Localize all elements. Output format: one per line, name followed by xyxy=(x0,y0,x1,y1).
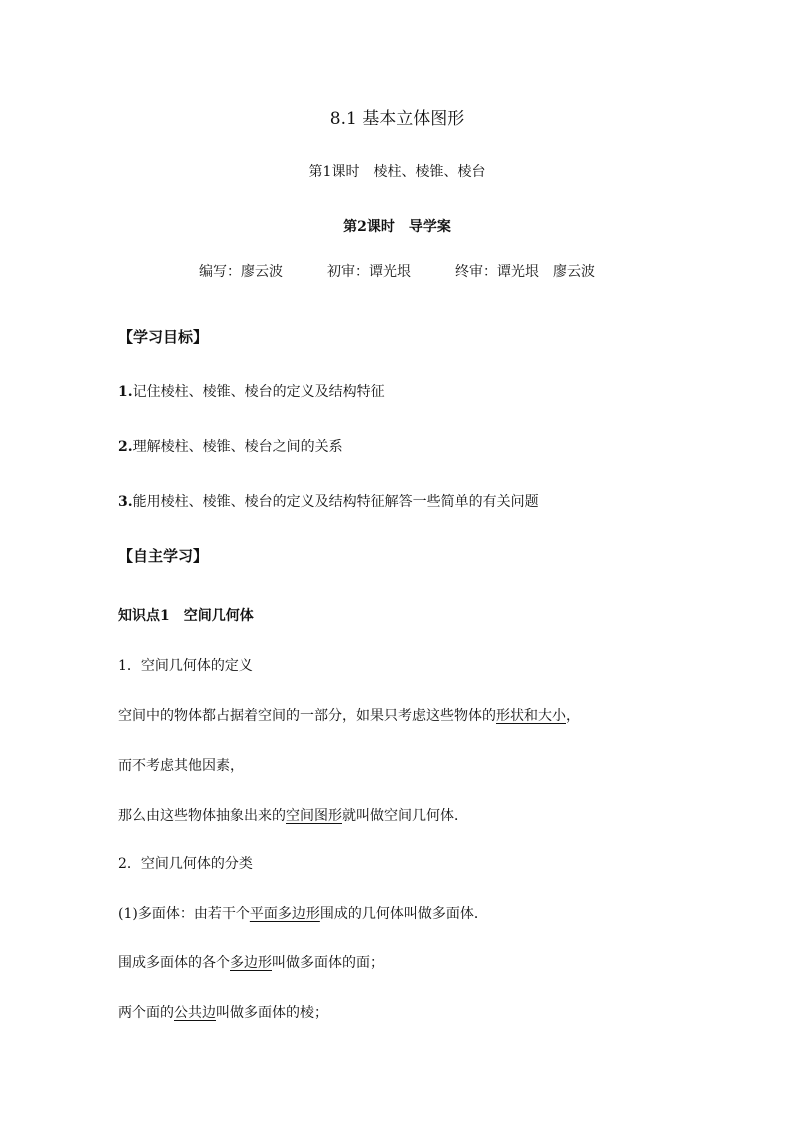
text-segment: (1)多面体：由若干个 xyxy=(118,906,250,922)
lesson-subtitle: 第1课时 棱柱、棱锥、棱台 xyxy=(308,164,486,180)
text-segment: 空间中的物体都占据着空间的一部分，如果只考虑这些物体的 xyxy=(118,708,496,724)
goal-number: 1. xyxy=(118,384,133,400)
blank-answer: 公共边 xyxy=(174,1005,216,1021)
learning-goal-3 xyxy=(118,491,539,511)
blank-answer: 空间图形 xyxy=(286,808,342,824)
text-segment: 围成的几何体叫做多面体． xyxy=(319,906,488,922)
knowledge-point-title: 知识点1 空间几何体 xyxy=(118,608,254,624)
definition-line-2: 而不考虑其他因素， xyxy=(118,758,244,774)
goal-text: 记住棱柱、棱锥、棱台的定义及结构特征 xyxy=(132,384,385,400)
blank-answer: 多边形 xyxy=(230,955,272,971)
classification-line-3 xyxy=(118,1002,328,1022)
classification-title: 2．空间几何体的分类 xyxy=(118,856,253,872)
editor-credit: 编写：廖云波 xyxy=(199,264,283,280)
learning-goal-2 xyxy=(118,436,343,456)
blank-answer: 平面多边形 xyxy=(249,906,320,922)
final-review-credit: 终审：谭光垠 廖云波 xyxy=(455,264,595,280)
goal-number: 2. xyxy=(118,439,133,455)
text-segment: 叫做多面体的棱； xyxy=(216,1005,328,1021)
classification-line-1 xyxy=(118,903,488,923)
learning-goal-1 xyxy=(118,381,385,401)
definition-line-3 xyxy=(118,805,468,825)
goal-number: 3. xyxy=(118,494,133,510)
text-segment: 就叫做空间几何体． xyxy=(342,808,468,824)
authors-line xyxy=(0,261,794,281)
definition-line-1 xyxy=(118,705,580,725)
text-segment: ， xyxy=(566,708,580,724)
goal-text: 能用棱柱、棱锥、棱台的定义及结构特征解答一些简单的有关问题 xyxy=(132,494,539,510)
text-segment: 围成多面体的各个 xyxy=(118,955,230,971)
first-review-credit: 初审：谭光垠 xyxy=(327,264,411,280)
self-study-heading: 【自主学习】 xyxy=(118,547,209,565)
definition-title: 1．空间几何体的定义 xyxy=(118,658,253,674)
learning-goals-heading: 【学习目标】 xyxy=(118,328,209,346)
goal-text: 理解棱柱、棱锥、棱台之间的关系 xyxy=(132,439,343,455)
classification-line-2 xyxy=(118,952,384,972)
section-title: 第2课时 导学案 xyxy=(343,219,451,235)
blank-answer: 形状和大小 xyxy=(496,708,566,724)
text-segment: 两个面的 xyxy=(118,1005,174,1021)
document-title: 8.1 基本立体图形 xyxy=(329,109,465,129)
text-segment: 叫做多面体的面； xyxy=(272,955,384,971)
text-segment: 那么由这些物体抽象出来的 xyxy=(118,808,286,824)
